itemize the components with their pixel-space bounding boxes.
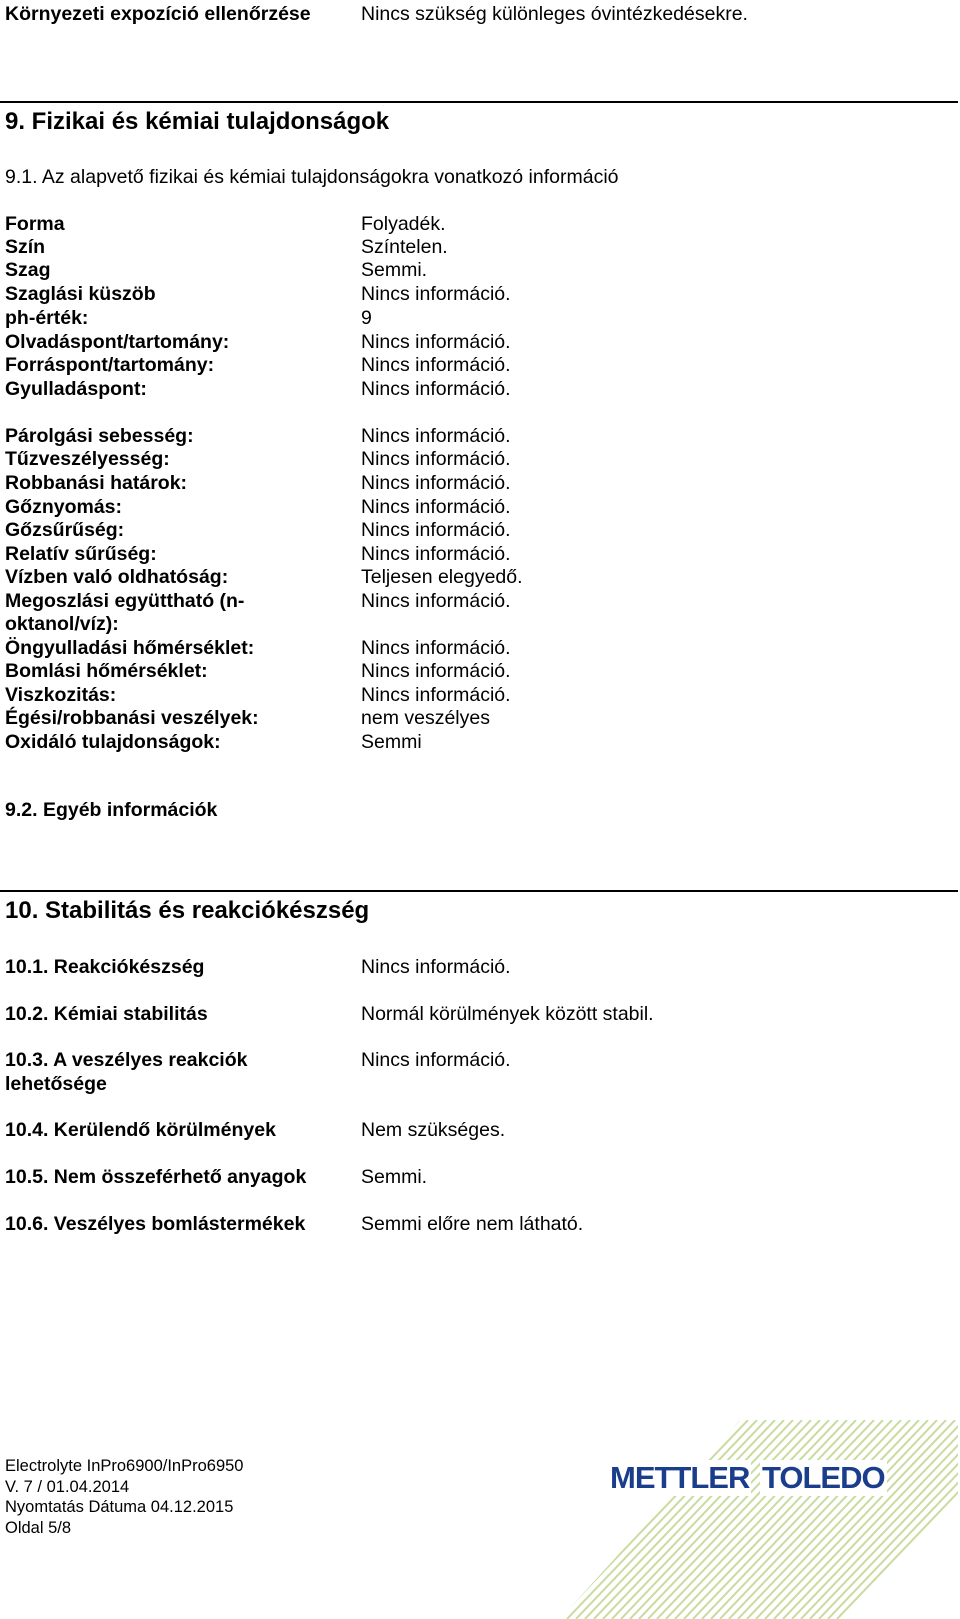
property-label: Bomlási hőmérséklet: bbox=[5, 660, 208, 682]
property-value: Nincs információ. bbox=[361, 660, 511, 682]
property-value: Nincs információ. bbox=[361, 684, 511, 706]
property-label: Megoszlási együttható (n- bbox=[5, 590, 245, 612]
version-date: V. 7 / 01.04.2014 bbox=[5, 1477, 130, 1496]
property-label: Párolgási sebesség: bbox=[5, 425, 194, 447]
section-9-2-subtitle: 9.2. Egyéb információk bbox=[5, 799, 218, 821]
stability-label: 10.5. Nem összeférhető anyagok bbox=[5, 1166, 307, 1188]
page-number: Oldal 5/8 bbox=[5, 1518, 72, 1537]
property-label: Gőznyomás: bbox=[5, 496, 123, 518]
stability-value: Normál körülmények között stabil. bbox=[361, 1003, 654, 1025]
property-label: Olvadáspont/tartomány: bbox=[5, 331, 230, 353]
section-10-title: 10. Stabilitás és reakciókészség bbox=[5, 897, 370, 924]
stability-label-continuation: lehetősége bbox=[5, 1073, 107, 1095]
property-value: Semmi. bbox=[361, 259, 428, 281]
row-label: Környezeti expozíció ellenőrzése bbox=[5, 3, 311, 25]
stability-value: Nem szükséges. bbox=[361, 1119, 506, 1141]
property-label: Égési/robbanási veszélyek: bbox=[5, 707, 259, 729]
property-value: Színtelen. bbox=[361, 236, 448, 258]
property-value: Nincs információ. bbox=[361, 472, 511, 494]
property-label: ph-érték: bbox=[5, 307, 89, 329]
property-value: Nincs információ. bbox=[361, 331, 511, 353]
print-date: Nyomtatás Dátuma 04.12.2015 bbox=[5, 1498, 234, 1516]
stability-value: Nincs információ. bbox=[361, 1049, 511, 1071]
section-9-title: 9. Fizikai és kémiai tulajdonságok bbox=[5, 108, 390, 135]
property-value: Nincs információ. bbox=[361, 283, 511, 305]
property-label: Gőzsűrűség: bbox=[5, 519, 125, 541]
row-value: Nincs szükség különleges óvintézkedésekre. bbox=[361, 3, 748, 25]
stability-value: Nincs információ. bbox=[361, 956, 511, 978]
property-value: Nincs információ. bbox=[361, 590, 511, 612]
property-value: Nincs információ. bbox=[361, 637, 511, 659]
property-label: Tűzveszélyesség: bbox=[5, 448, 170, 470]
property-label: Forráspont/tartomány: bbox=[5, 354, 215, 376]
logo-word-left: METTLER bbox=[610, 1460, 750, 1495]
property-label: Szag bbox=[5, 259, 51, 281]
property-label: Forma bbox=[5, 213, 65, 235]
property-label: Szín bbox=[5, 236, 46, 258]
section-divider bbox=[0, 101, 958, 103]
property-label: Vízben való oldhatóság: bbox=[5, 566, 229, 588]
property-value: Nincs információ. bbox=[361, 496, 511, 518]
property-value: Nincs információ. bbox=[361, 448, 511, 470]
stability-label: 10.1. Reakciókészség bbox=[5, 956, 205, 978]
property-label: Robbanási határok: bbox=[5, 472, 188, 494]
property-label: Oxidáló tulajdonságok: bbox=[5, 731, 221, 753]
mettler-toledo-logo bbox=[560, 1420, 958, 1619]
section-divider bbox=[0, 890, 958, 892]
property-value: Folyadék. bbox=[361, 213, 446, 235]
property-value: Nincs információ. bbox=[361, 519, 511, 541]
property-label: Gyulladáspont: bbox=[5, 378, 147, 400]
property-label: Öngyulladási hőmérséklet: bbox=[5, 637, 255, 659]
property-value: nem veszélyes bbox=[361, 707, 490, 729]
property-value: Nincs információ. bbox=[361, 425, 511, 447]
property-value: Nincs információ. bbox=[361, 354, 511, 376]
stability-label: 10.4. Kerülendő körülmények bbox=[5, 1119, 276, 1141]
property-value: 9 bbox=[361, 307, 372, 329]
property-value: Nincs információ. bbox=[361, 543, 511, 565]
property-value: Teljesen elegyedő. bbox=[361, 566, 523, 588]
logo-word-right: TOLEDO bbox=[762, 1460, 885, 1495]
section-9-1-subtitle: 9.1. Az alapvető fizikai és kémiai tulajdonságokra vonatkozó információ bbox=[5, 166, 619, 188]
document-footer bbox=[5, 1456, 244, 1538]
stability-label: 10.6. Veszélyes bomlástermékek bbox=[5, 1213, 306, 1235]
stability-label: 10.3. A veszélyes reakciók bbox=[5, 1049, 248, 1071]
stability-value: Semmi. bbox=[361, 1166, 428, 1188]
property-label-continuation: oktanol/víz): bbox=[5, 613, 119, 635]
property-label: Szaglási küszöb bbox=[5, 283, 156, 305]
property-label: Viszkozitás: bbox=[5, 684, 117, 706]
property-label: Relatív sűrűség: bbox=[5, 543, 157, 565]
logo-stripes-graphic bbox=[560, 1420, 958, 1619]
property-value: Semmi bbox=[361, 731, 422, 753]
stability-label: 10.2. Kémiai stabilitás bbox=[5, 1003, 208, 1025]
property-value: Nincs információ. bbox=[361, 378, 511, 400]
product-name: Electrolyte InPro6900/InPro6950 bbox=[5, 1457, 244, 1475]
stability-value: Semmi előre nem látható. bbox=[361, 1213, 584, 1235]
